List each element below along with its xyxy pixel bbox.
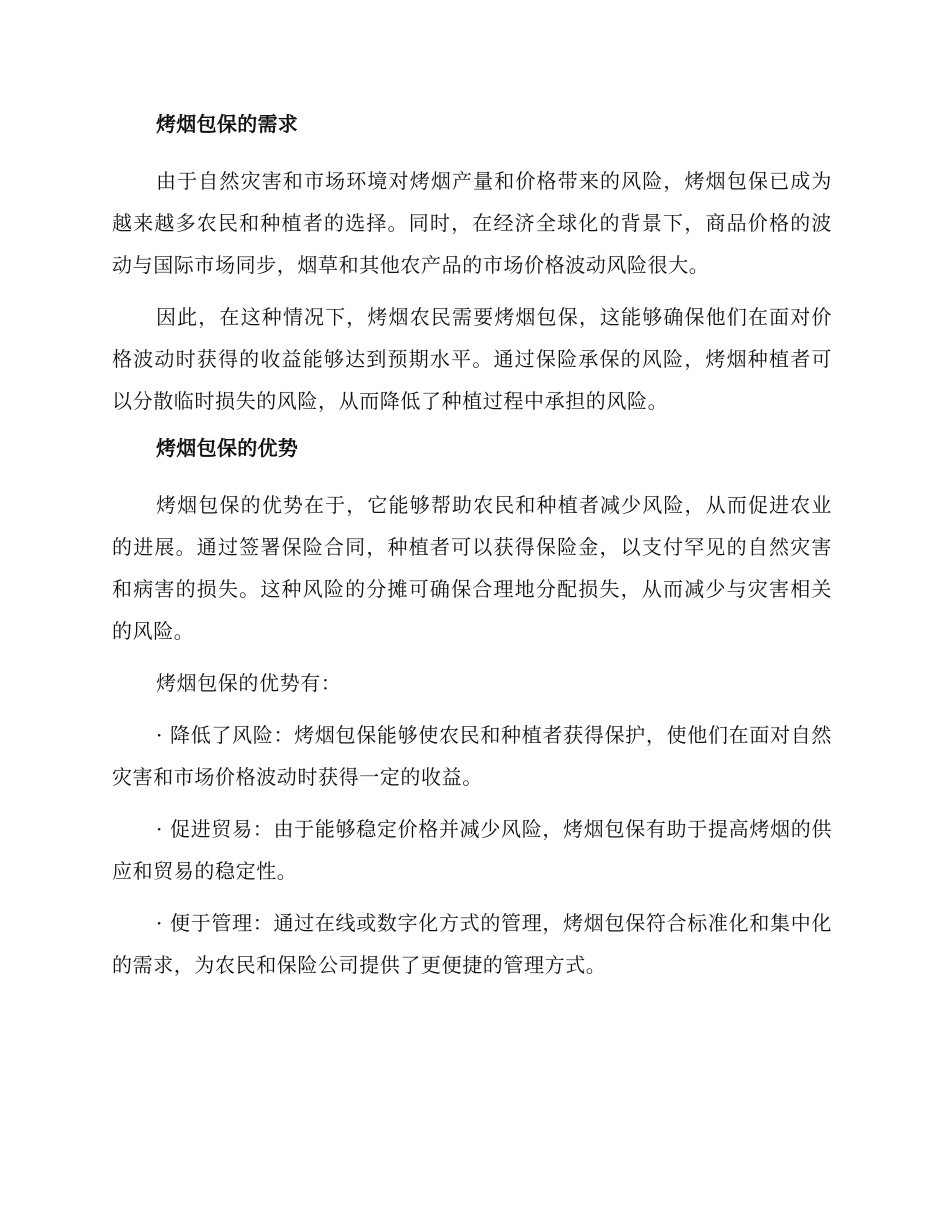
section-heading-demand: 烤烟包保的需求 — [156, 112, 299, 136]
list-item-promote-trade: · 促进贸易：由于能够稳定价格并减少风险，烤烟包保有助于提高烤烟的供应和贸易的稳定性。 — [112, 817, 832, 883]
document-page — [112, 108, 832, 996]
paragraph: 由于自然灾害和市场环境对烤烟产量和价格带来的风险，烤烟包保已成为越来越多农民和种植者的选择。同时，在经济全球化的背景下，商品价格的波动与国际市场同步，烟草和其他农产品的市场价格波动风险很大。 — [112, 169, 832, 277]
list-item-reduce-risk: · 降低了风险：烤烟包保能够使农民和种植者获得保护，使他们在面对自然灾害和市场价格波动时获得一定的收益。 — [112, 723, 832, 789]
section-heading-advantages: 烤烟包保的优势 — [156, 436, 299, 460]
paragraph: 烤烟包保的优势在于，它能够帮助农民和种植者减少风险，从而促进农业的进展。通过签署保险合同，种植者可以获得保险金，以支付罕见的自然灾害和病害的损失。这种风险的分摊可确保合理地分配损失，从而减少与灾害相关的风险。 — [112, 493, 832, 643]
paragraph: 因此，在这种情况下，烤烟农民需要烤烟包保，这能够确保他们在面对价格波动时获得的收益能够达到预期水平。通过保险承保的风险，烤烟种植者可以分散临时损失的风险，从而降低了种植过程中承担的风险。 — [112, 305, 832, 413]
list-item-easy-management: · 便于管理：通过在线或数字化方式的管理，烤烟包保符合标准化和集中化的需求，为农民和保险公司提供了更便捷的管理方式。 — [112, 911, 832, 977]
paragraph: 烤烟包保的优势有： — [156, 671, 342, 695]
